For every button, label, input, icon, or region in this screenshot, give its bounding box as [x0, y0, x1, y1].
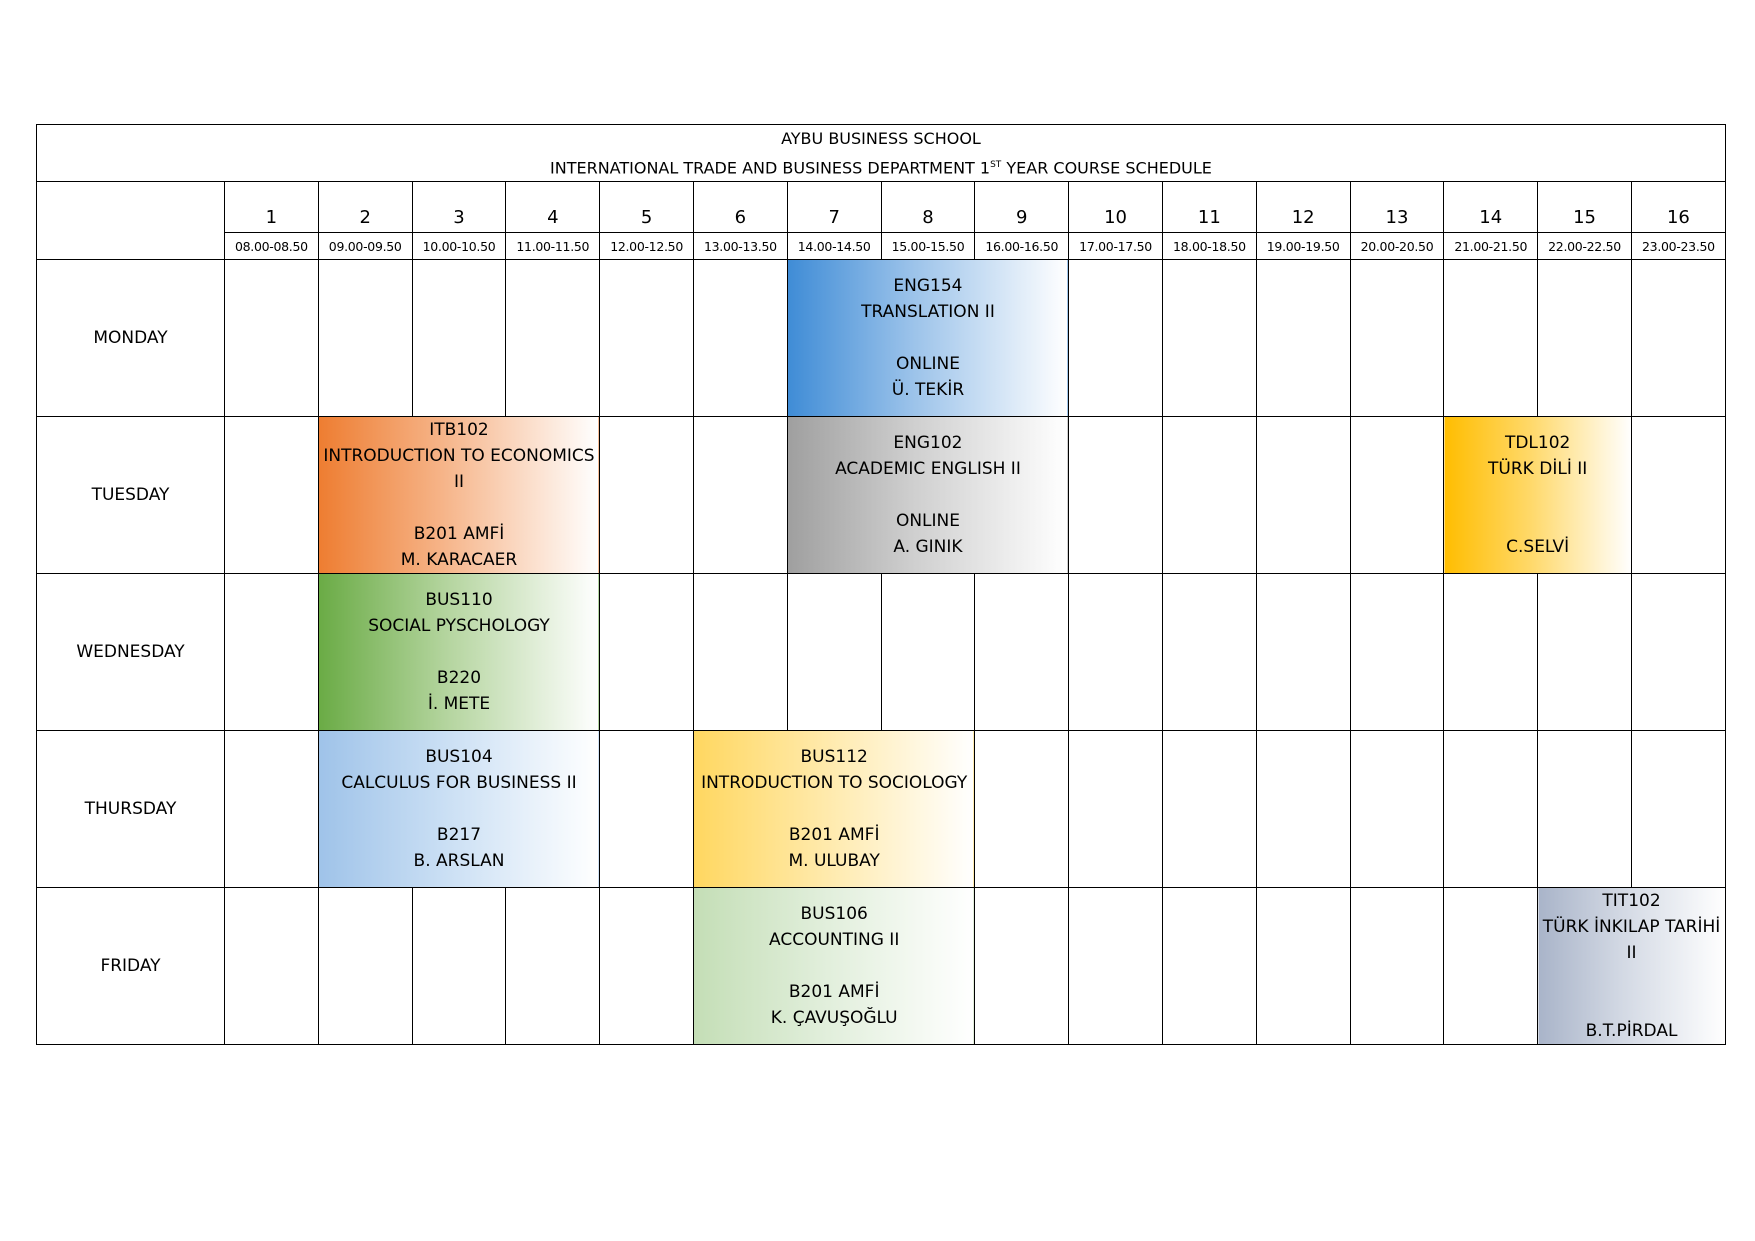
empty-slot: [1256, 417, 1350, 574]
empty-slot: [225, 574, 319, 731]
period-time: 16.00-16.50: [975, 233, 1069, 260]
course-code: ENG154: [893, 276, 963, 297]
empty-slot: [600, 417, 694, 574]
empty-slot: [600, 888, 694, 1045]
course-room: B217: [436, 825, 482, 846]
course-room: ONLINE: [895, 511, 960, 532]
empty-slot: [1069, 731, 1163, 888]
empty-slot: [412, 260, 506, 417]
period-number-row: [37, 182, 1726, 233]
empty-slot: [225, 417, 319, 574]
course-code: BUS110: [425, 590, 493, 611]
empty-slot: [693, 260, 787, 417]
course-code: BUS112: [800, 747, 868, 768]
empty-slot: [1069, 888, 1163, 1045]
course-room: B201 AMFİ: [788, 982, 880, 1003]
course-instructor: İ. METE: [427, 694, 491, 715]
course-title: TRANSLATION II: [861, 302, 995, 323]
empty-slot: [1256, 574, 1350, 731]
course-title: TÜRK İNKILAP TARİHİ II: [1542, 917, 1721, 964]
period-time: 11.00-11.50: [506, 233, 600, 260]
empty-slot: [1538, 260, 1632, 417]
course-instructor: B. ARSLAN: [413, 851, 505, 872]
empty-slot: [1162, 417, 1256, 574]
period-number: 16: [1631, 182, 1725, 233]
day-label: FRIDAY: [37, 888, 225, 1045]
course-block-itb102[interactable]: [318, 417, 599, 574]
empty-slot: [787, 574, 881, 731]
empty-slot: [506, 260, 600, 417]
course-instructor: C.SELVİ: [1506, 537, 1570, 558]
period-time: 18.00-18.50: [1162, 233, 1256, 260]
empty-slot: [600, 731, 694, 888]
period-number: 2: [318, 182, 412, 233]
course-block-bus106[interactable]: [693, 888, 974, 1045]
course-title: CALCULUS FOR BUSINESS II: [341, 773, 577, 794]
course-room: B201 AMFİ: [788, 825, 880, 846]
course-block-bus112[interactable]: [693, 731, 974, 888]
course-block-bus104[interactable]: [318, 731, 599, 888]
course-title: INTRODUCTION TO ECONOMICS II: [323, 446, 595, 493]
empty-slot: [1631, 731, 1725, 888]
period-number: 10: [1069, 182, 1163, 233]
empty-slot: [1350, 417, 1444, 574]
empty-slot: [1069, 574, 1163, 731]
course-code: TDL102: [1504, 433, 1571, 454]
empty-slot: [975, 888, 1069, 1045]
period-time: 17.00-17.50: [1069, 233, 1163, 260]
course-instructor: Ü. TEKİR: [891, 380, 965, 401]
empty-slot: [1162, 574, 1256, 731]
empty-slot: [1350, 888, 1444, 1045]
period-time: 20.00-20.50: [1350, 233, 1444, 260]
period-time: 12.00-12.50: [600, 233, 694, 260]
course-title: TÜRK DİLİ II: [1488, 459, 1588, 480]
course-code: ITB102: [429, 420, 489, 441]
empty-slot: [1256, 260, 1350, 417]
period-number: 9: [975, 182, 1069, 233]
empty-slot: [1444, 731, 1538, 888]
period-number: 11: [1162, 182, 1256, 233]
period-time-row: [37, 233, 1726, 260]
empty-slot: [1631, 417, 1725, 574]
empty-slot: [1631, 260, 1725, 417]
period-number: 8: [881, 182, 975, 233]
period-time: 10.00-10.50: [412, 233, 506, 260]
course-title: ACCOUNTING II: [769, 930, 900, 951]
empty-slot: [506, 888, 600, 1045]
period-number: 5: [600, 182, 694, 233]
period-number: 15: [1538, 182, 1632, 233]
day-row-friday: [37, 888, 1726, 1045]
empty-slot: [1069, 260, 1163, 417]
empty-slot: [1162, 731, 1256, 888]
day-row-thursday: [37, 731, 1726, 888]
empty-slot: [225, 260, 319, 417]
course-block-tdl102[interactable]: [1444, 417, 1632, 574]
course-title: ACADEMIC ENGLISH II: [835, 459, 1021, 480]
period-time: 14.00-14.50: [787, 233, 881, 260]
course-block-bus110[interactable]: [318, 574, 599, 731]
period-number: 6: [693, 182, 787, 233]
period-number: 7: [787, 182, 881, 233]
empty-slot: [1256, 731, 1350, 888]
empty-slot: [881, 574, 975, 731]
empty-slot: [600, 260, 694, 417]
ordinal-suffix: ST: [990, 160, 1002, 170]
course-code: TIT102: [1602, 891, 1661, 912]
period-number: 4: [506, 182, 600, 233]
school-name: AYBU BUSINESS SCHOOL: [781, 129, 981, 148]
course-code: ENG102: [893, 433, 963, 454]
period-number: 13: [1350, 182, 1444, 233]
empty-slot: [318, 260, 412, 417]
day-label: WEDNESDAY: [37, 574, 225, 731]
empty-slot: [1538, 574, 1632, 731]
day-row-tuesday: [37, 417, 1726, 574]
day-label: MONDAY: [37, 260, 225, 417]
course-block-eng154[interactable]: [787, 260, 1068, 417]
course-instructor: B.T.PİRDAL: [1585, 1021, 1678, 1042]
empty-slot: [1069, 417, 1163, 574]
empty-slot: [225, 888, 319, 1045]
course-code: BUS104: [425, 747, 493, 768]
course-room: ONLINE: [895, 354, 960, 375]
period-number: 14: [1444, 182, 1538, 233]
empty-slot: [975, 574, 1069, 731]
course-block-tit102[interactable]: [1538, 888, 1726, 1045]
empty-slot: [975, 731, 1069, 888]
title-row: [37, 125, 1726, 182]
empty-slot: [1350, 731, 1444, 888]
empty-slot: [1444, 260, 1538, 417]
schedule-title: [37, 125, 1726, 182]
course-title: SOCIAL PYSCHOLOGY: [368, 616, 550, 637]
department-title: INTERNATIONAL TRADE AND BUSINESS DEPARTMENT 1ST YEAR COURSE SCHEDULE: [550, 158, 1212, 178]
empty-slot: [1162, 260, 1256, 417]
period-number: 3: [412, 182, 506, 233]
empty-slot: [1631, 574, 1725, 731]
course-instructor: M. KARACAER: [400, 550, 518, 571]
empty-slot: [1444, 574, 1538, 731]
empty-slot: [693, 417, 787, 574]
course-room: B220: [436, 668, 482, 689]
period-time: 22.00-22.50: [1538, 233, 1632, 260]
period-time: 21.00-21.50: [1444, 233, 1538, 260]
course-instructor: M. ULUBAY: [788, 851, 880, 872]
day-label: THURSDAY: [37, 731, 225, 888]
empty-slot: [412, 888, 506, 1045]
empty-slot: [1538, 731, 1632, 888]
day-row-wednesday: [37, 574, 1726, 731]
period-number: 1: [225, 182, 319, 233]
course-schedule-table: [36, 124, 1726, 1045]
period-number: 12: [1256, 182, 1350, 233]
empty-slot: [1256, 888, 1350, 1045]
empty-slot: [1350, 574, 1444, 731]
corner-cell: [37, 182, 225, 260]
course-title: INTRODUCTION TO SOCIOLOGY: [701, 773, 968, 794]
empty-slot: [225, 731, 319, 888]
empty-slot: [1162, 888, 1256, 1045]
period-time: 09.00-09.50: [318, 233, 412, 260]
empty-slot: [318, 888, 412, 1045]
period-time: 19.00-19.50: [1256, 233, 1350, 260]
empty-slot: [693, 574, 787, 731]
empty-slot: [600, 574, 694, 731]
course-block-eng102[interactable]: [787, 417, 1068, 574]
period-time: 23.00-23.50: [1631, 233, 1725, 260]
period-time: 08.00-08.50: [225, 233, 319, 260]
course-room: B201 AMFİ: [413, 524, 505, 545]
course-code: BUS106: [800, 904, 868, 925]
empty-slot: [1444, 888, 1538, 1045]
course-instructor: K. ÇAVUŞOĞLU: [770, 1008, 898, 1029]
empty-slot: [1350, 260, 1444, 417]
day-label: TUESDAY: [37, 417, 225, 574]
course-instructor: A. GINIK: [893, 537, 963, 558]
day-row-monday: [37, 260, 1726, 417]
period-time: 13.00-13.50: [693, 233, 787, 260]
period-time: 15.00-15.50: [881, 233, 975, 260]
